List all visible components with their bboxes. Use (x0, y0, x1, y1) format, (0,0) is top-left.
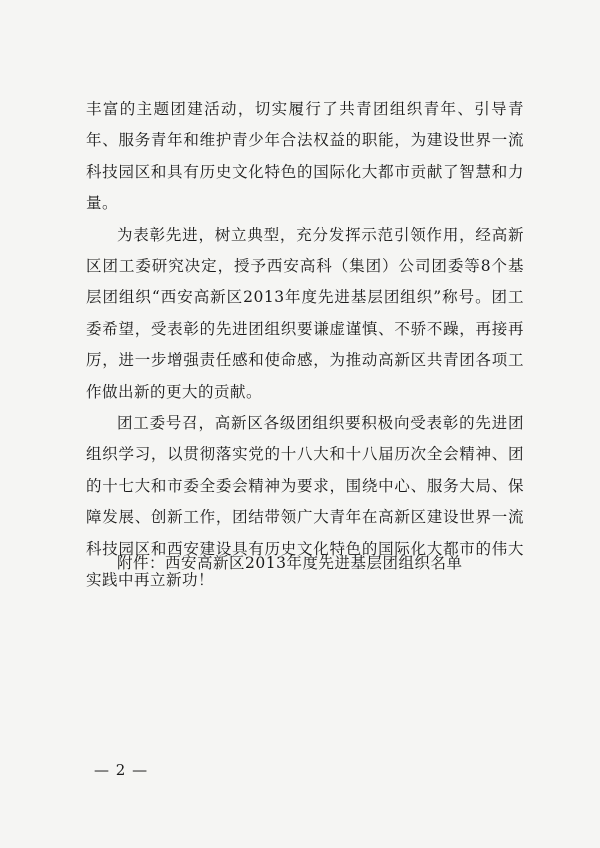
paragraph-call-to-action: 团工委号召，高新区各级团组织要积极向受表彰的先进团组织学习，以贯彻落实党的十八大和十八届历次全会精神、团的十七大和市委全委会精神为要求，围绕中心、服务大局、保障发展、创新工作，团结带领广大青年在高新区建设世界一流科技园区和西安建设具有历史文化特色的国际化大都市的伟大实践中再立新功！ (86, 414, 524, 590)
document-body (86, 94, 524, 597)
page-number: — 2 — (94, 761, 149, 779)
paragraph-continuation: 丰富的主题团建活动，切实履行了共青团组织青年、引导青年、服务青年和维护青少年合法权益的职能，为建设世界一流科技园区和具有历史文化特色的国际化大都市贡献了智慧和力量。 (86, 100, 524, 213)
attachment-line: 附件：西安高新区2013年度先进基层团组织名单 (117, 554, 463, 572)
paragraph-commendation: 为表彰先进，树立典型，充分发挥示范引领作用，经高新区团工委研究决定，授予西安高科（集团）公司团委等8个基层团组织“西安高新区2013年度先进基层团组织”称号。团工委希望，受表彰的先进团组织要谦虚谨慎、不骄不躁，再接再厉，进一步增强责任感和使命感，为推动高新区共青团各项工作做出新的更大的贡献。 (86, 225, 524, 401)
